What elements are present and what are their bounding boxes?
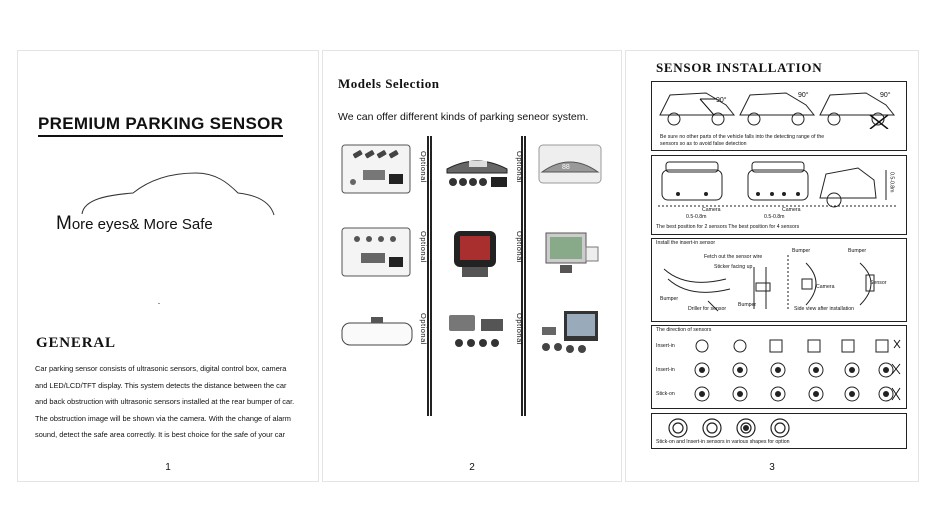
optional-label: Optional — [515, 151, 524, 183]
height-label: 0.5-0.8m — [764, 214, 785, 220]
general-heading: GENERAL — [36, 335, 116, 351]
sensor-shapes-panel — [651, 413, 907, 449]
row-label: Stick-on — [656, 391, 675, 397]
divider-line — [524, 136, 526, 416]
car-rear-angle-diagrams — [656, 85, 904, 129]
installation-heading: SENSOR INSTALLATION — [656, 60, 823, 75]
optional-label: Optional — [515, 231, 524, 263]
sensor-shapes-image — [664, 417, 844, 439]
best-position-caption: The best position for 2 sensors The best position for 4 sensors — [656, 224, 800, 230]
dot-mark — [158, 303, 160, 304]
mirror-display-image — [341, 315, 413, 349]
sensor-orientation-diagrams — [692, 334, 902, 408]
divider-line — [430, 136, 432, 416]
page-number: 2 — [469, 462, 475, 473]
false-detection-note: sensors so as to avoid false detection — [660, 141, 747, 147]
tagline: More eyes& More Safe — [56, 213, 213, 234]
page-1 — [17, 50, 319, 482]
fetch-out-label: Fetch out the sensor wire — [704, 254, 763, 260]
insert-heading: Install the insert-in sensor — [656, 240, 716, 246]
bumper-label: Bumper — [738, 302, 757, 308]
page-3 — [625, 50, 919, 482]
bumper-label: Bumper — [660, 296, 679, 302]
sensor-direction-panel — [651, 325, 907, 409]
angle-label: 90° — [716, 97, 727, 104]
false-detection-note: Be sure no other parts of the vehicle falls into the detecting range of the — [660, 134, 825, 140]
optional-label: Optional — [515, 313, 524, 345]
angle-label: 90° — [798, 92, 809, 99]
page-number: 1 — [165, 462, 171, 473]
optional-label: Optional — [419, 151, 428, 183]
side-view-label: Side view after installation — [794, 306, 854, 312]
optional-label: Optional — [419, 313, 428, 345]
detection-angle-panel — [651, 81, 907, 151]
body-line: and back obstruction with ultrasonic sensors installed at the rear bumper of car. — [35, 397, 295, 406]
row-label: Insert-in — [656, 343, 675, 349]
height-label: 0.5-0.8m — [686, 214, 707, 220]
general-body — [35, 361, 310, 444]
car-outline-illustration — [78, 169, 278, 219]
insert-sensor-panel — [651, 238, 907, 322]
lcd-monitor-image — [448, 227, 503, 282]
sticker-label: Sticker facing up — [714, 264, 753, 270]
row-label: Insert-in — [656, 367, 675, 373]
insert-sensor-diagram — [656, 249, 904, 313]
angle-label: 90° — [880, 92, 891, 99]
models-subheading: We can offer different kinds of parking seneor system. — [338, 111, 589, 123]
page-2 — [322, 50, 622, 482]
page-title: PREMIUM PARKING SENSOR — [38, 114, 283, 137]
page-number: 3 — [769, 462, 775, 473]
optional-label: Optional — [419, 231, 428, 263]
sensor-kit-image — [341, 227, 411, 277]
body-line: The obstruction image will be shown via the camera. With the change of alarm — [35, 413, 291, 423]
camera-label: Camera — [782, 207, 801, 213]
shapes-caption: Stick-on and Insert-in sensors in various shapes for option — [656, 439, 790, 445]
height-range-label: 0.5-0.8m — [888, 172, 895, 193]
svg-text:88: 88 — [562, 164, 570, 171]
led-display-kit-image — [445, 151, 510, 189]
models-heading: Models Selection — [338, 76, 440, 91]
monitor-camera-kit-image — [538, 309, 602, 359]
camera-label: Camera — [702, 207, 721, 213]
camera-label: Camera — [816, 284, 835, 290]
bumper-label: Bumper — [848, 248, 867, 254]
sensor-kit-image — [341, 144, 411, 194]
direction-heading: The direction of sensors — [656, 327, 712, 333]
rearview-display-image — [538, 144, 602, 184]
body-line: sound, detect the safe area correctly. It is best choice for the safe of your car — [35, 430, 286, 439]
camera-sensor-kit-image — [445, 309, 510, 359]
car-rear-position-diagrams — [658, 160, 898, 210]
tft-monitor-image — [538, 227, 602, 277]
body-line: and LED/LCD/TFT display. This system detects the distance between the car — [35, 380, 287, 390]
driller-label: Driller for sensor — [688, 306, 727, 312]
sensor-label: Sensor — [870, 280, 887, 286]
body-line: Car parking sensor consists of ultrasonic sensors, digital control box, camera — [35, 364, 287, 373]
bumper-label: Bumper — [792, 248, 811, 254]
best-position-panel — [651, 155, 907, 235]
